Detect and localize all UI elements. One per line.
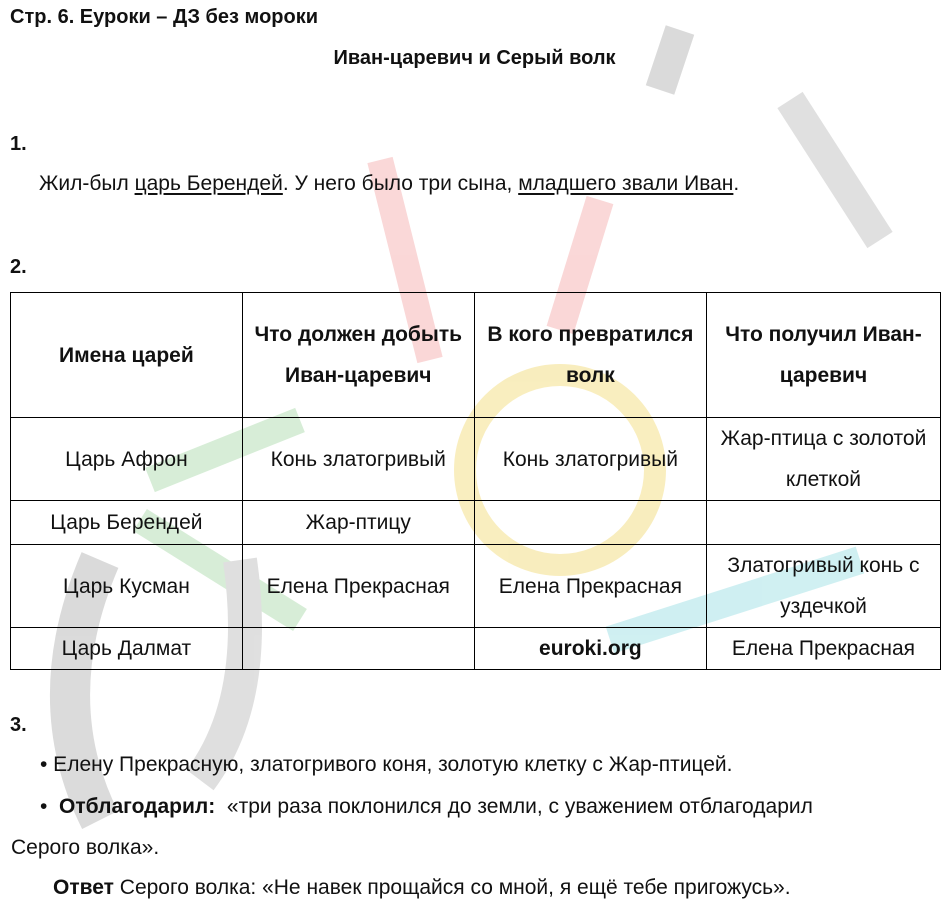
task1-answer: Жил-был царь Берендей. У него было три сына, младшего звали Иван.	[39, 172, 740, 195]
table-cell	[706, 501, 940, 545]
table-header-row	[11, 293, 941, 418]
task2-number: 2.	[10, 256, 27, 278]
table-row	[11, 628, 941, 670]
header-cell: Что должен добыть Иван-царевич	[242, 293, 474, 418]
table-cell: Жар-птицу	[242, 501, 474, 545]
table-cell: Елена Прекрасная	[474, 545, 706, 628]
table-cell: Царь Афрон	[11, 418, 243, 501]
table-cell	[474, 501, 706, 545]
underlined-ivan: младшего звали Иван	[518, 172, 734, 195]
table-cell: Царь Берендей	[11, 501, 243, 545]
table-cell: Елена Прекрасная	[706, 628, 940, 670]
page-header: Стр. 6. Еуроки – ДЗ без мороки	[10, 6, 319, 28]
table-cell: Царь Кусман	[11, 545, 243, 628]
header-cell: Что получил Иван-царевич	[706, 293, 940, 418]
table-cell: Елена Прекрасная	[242, 545, 474, 628]
table-cell: Жар-птица с золотой клеткой	[706, 418, 940, 501]
header-cell: Имена царей	[11, 293, 243, 418]
task3-bullet-2-continuation: Серого волка».	[11, 836, 160, 859]
table-cell: Царь Далмат	[11, 628, 243, 670]
table-cell	[242, 628, 474, 670]
table-cell-site: euroki.org	[474, 628, 706, 670]
tsars-table	[10, 292, 941, 670]
header-cell: В кого превратился волк	[474, 293, 706, 418]
table-row	[11, 418, 941, 501]
page-title: Иван-царевич и Серый волк	[333, 47, 616, 69]
task3-bullet-2: • Отблагодарил: «три раза поклонился до земли, с уважением отблагодарил	[40, 795, 813, 818]
task3-bullet-1: • Елену Прекрасную, златогривого коня, золотую клетку с Жар-птицей.	[40, 753, 733, 776]
task3-number: 3.	[10, 714, 27, 736]
table-cell: Конь златогривый	[474, 418, 706, 501]
table-cell: Златогривый конь с уздечкой	[706, 545, 940, 628]
task1-number: 1.	[10, 133, 27, 155]
table-row	[11, 545, 941, 628]
underlined-tsar: царь Берендей	[134, 172, 283, 195]
table-row	[11, 501, 941, 545]
task3-answer: Ответ Серого волка: «Не навек прощайся со мной, я ещё тебе пригожусь».	[53, 876, 791, 899]
table-cell: Конь златогривый	[242, 418, 474, 501]
